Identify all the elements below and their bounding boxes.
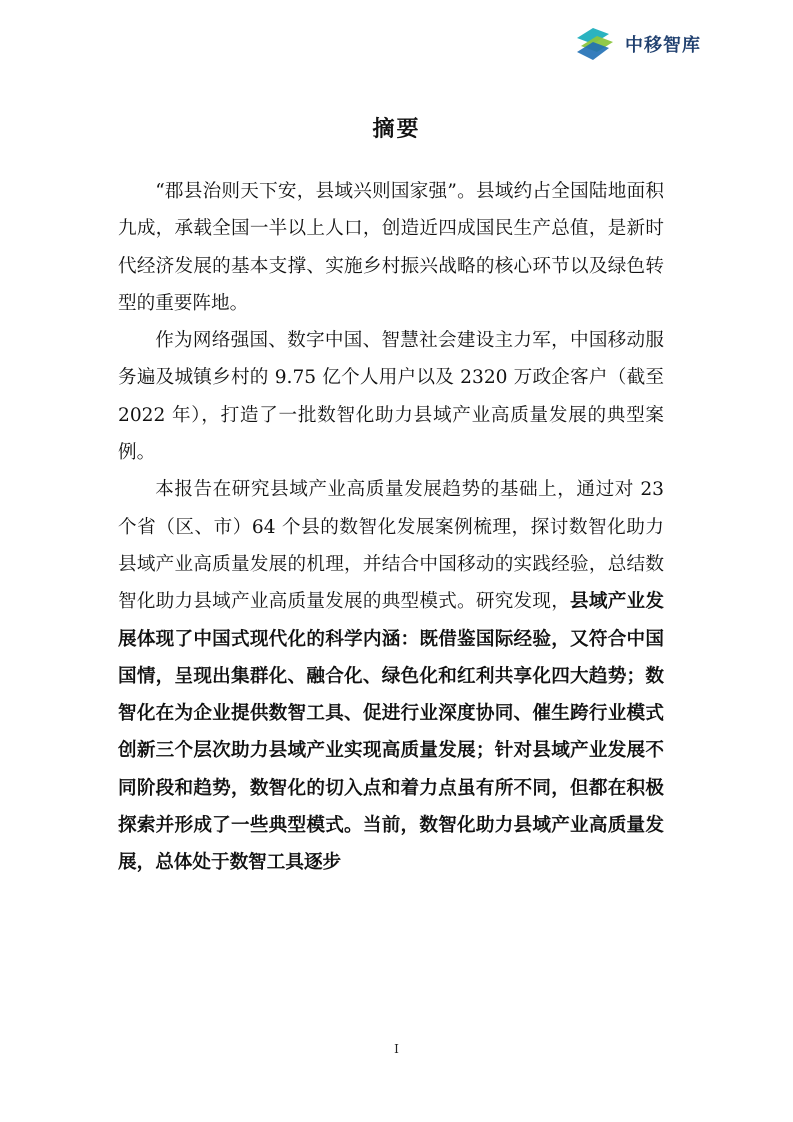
abstract-body: [118, 173, 664, 882]
paragraph-3: [118, 471, 664, 881]
paragraph-3-bold-text: 县域产业发展体现了中国式现代化的科学内涵：既借鉴国际经验，又符合中国国情，呈现出集群化、融合化、绿色化和红利共享化四大趋势；数智化在为企业提供数智工具、促进行业深度协同、催生跨行业模式创新三个层次助力县域产业实现高质量发展；针对县域产业发展不同阶段和趋势，数智化的切入点和着力点虽有所不同，但都在积极探索并形成了一些典型模式。当前，数智化助力县域产业高质量发展，总体处于数智工具逐步: [118, 591, 664, 874]
paragraph-2: 作为网络强国、数字中国、智慧社会建设主力军，中国移动服务遍及城镇乡村的 9.75 亿个人用户以及 2320 万政企客户（截至 2022 年），打造了一批数智化助力县域产业高质量发展的典型案例。: [118, 330, 664, 464]
page-number: I: [394, 1042, 399, 1056]
paragraph-1: “郡县治则天下安，县域兴则国家强”。县域约占全国陆地面积九成，承载全国一半以上人口，创造近四成国民生产总值，是新时代经济发展的基本支撑、实施乡村振兴战略的核心环节以及绿色转型的重要阵地。: [118, 181, 664, 314]
logo-text: 中移智库: [625, 35, 701, 56]
page-title: 摘要: [372, 117, 421, 142]
header-logo: [573, 24, 701, 64]
china-mobile-think-tank-logo-icon: [573, 24, 619, 64]
paragraph-3-normal-text: 本报告在研究县域产业高质量发展趋势的基础上，通过对 23 个省（区、市）64 个县的数智化发展案例梳理，探讨数智化助力县域产业高质量发展的机理，并结合中国移动的实践经验，总结数智化助力县域产业高质量发展的典型模式。研究发现，: [118, 479, 664, 613]
